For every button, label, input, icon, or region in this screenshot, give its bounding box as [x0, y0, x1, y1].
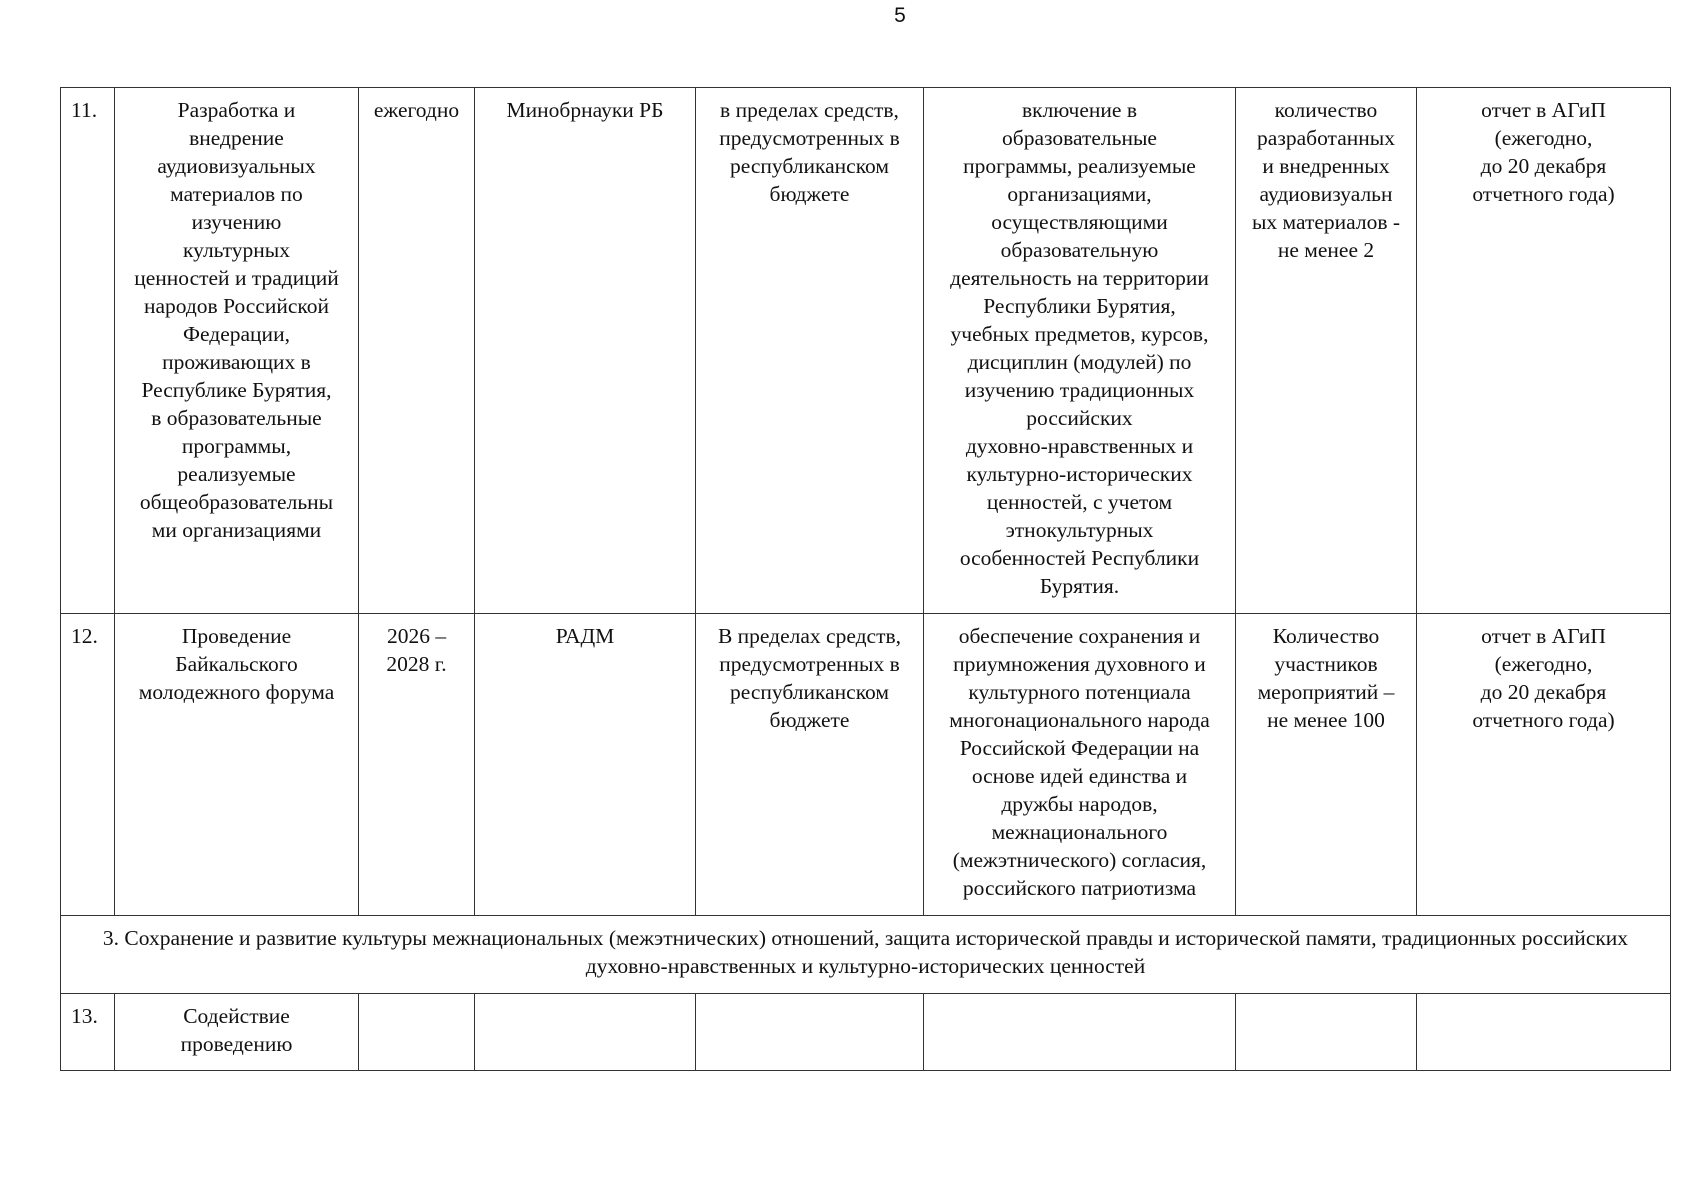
term-cell — [359, 994, 475, 1071]
result-cell: включение в образовательные программы, реализуемые организациями, осуществляющими образовательную деятельность на территории Республики Бурятия, учебных предметов, курсов, дисциплин (модулей) по изучению традиционных российских духовно-нравственных и культурно-исторических ценностей, с учетом этнокультурных особенностей Республики Бурятия. — [924, 88, 1236, 614]
executor-cell — [475, 994, 696, 1071]
indicator-cell: Количество участников мероприятий – не менее 100 — [1236, 614, 1417, 916]
funding-cell: в пределах средств, предусмотренных в республиканском бюджете — [696, 88, 924, 614]
funding-cell — [696, 994, 924, 1071]
table-row — [61, 88, 1671, 614]
action-plan-table — [60, 87, 1671, 1071]
page-number: 5 — [894, 4, 906, 27]
term-cell: 2026 – 2028 г. — [359, 614, 475, 916]
event-cell: Содействие проведению — [115, 994, 359, 1071]
executor-cell: Минобрнауки РБ — [475, 88, 696, 614]
result-cell — [924, 994, 1236, 1071]
event-cell: Проведение Байкальского молодежного форума — [115, 614, 359, 916]
row-number-cell: 13. — [61, 994, 115, 1071]
table-row — [61, 614, 1671, 916]
report-cell: отчет в АГиП (ежегодно, до 20 декабря отчетного года) — [1417, 614, 1671, 916]
result-cell: обеспечение сохранения и приумножения духовного и культурного потенциала многонационального народа Российской Федерации на основе идей единства и дружбы народов, межнационального (межэтнического) согласия, российского патриотизма — [924, 614, 1236, 916]
table-row — [61, 994, 1671, 1071]
report-cell: отчет в АГиП (ежегодно, до 20 декабря отчетного года) — [1417, 88, 1671, 614]
indicator-cell: количество разработанных и внедренных аудиовизуальн ых материалов - не менее 2 — [1236, 88, 1417, 614]
report-cell — [1417, 994, 1671, 1071]
row-number-cell: 12. — [61, 614, 115, 916]
event-cell: Разработка и внедрение аудиовизуальных материалов по изучению культурных ценностей и традиций народов Российской Федерации, проживающих в Республике Бурятия, в образовательные программы, реализуемые общеобразовательны ми организациями — [115, 88, 359, 614]
funding-cell: В пределах средств, предусмотренных в республиканском бюджете — [696, 614, 924, 916]
section-row — [61, 916, 1671, 994]
executor-cell: РАДМ — [475, 614, 696, 916]
indicator-cell — [1236, 994, 1417, 1071]
row-number-cell: 11. — [61, 88, 115, 614]
term-cell: ежегодно — [359, 88, 475, 614]
section-heading: 3. Сохранение и развитие культуры межнациональных (межэтнических) отношений, защита исторической правды и исторической памяти, традиционных российских духовно-нравственных и культурно-исторических ценностей — [61, 916, 1671, 994]
